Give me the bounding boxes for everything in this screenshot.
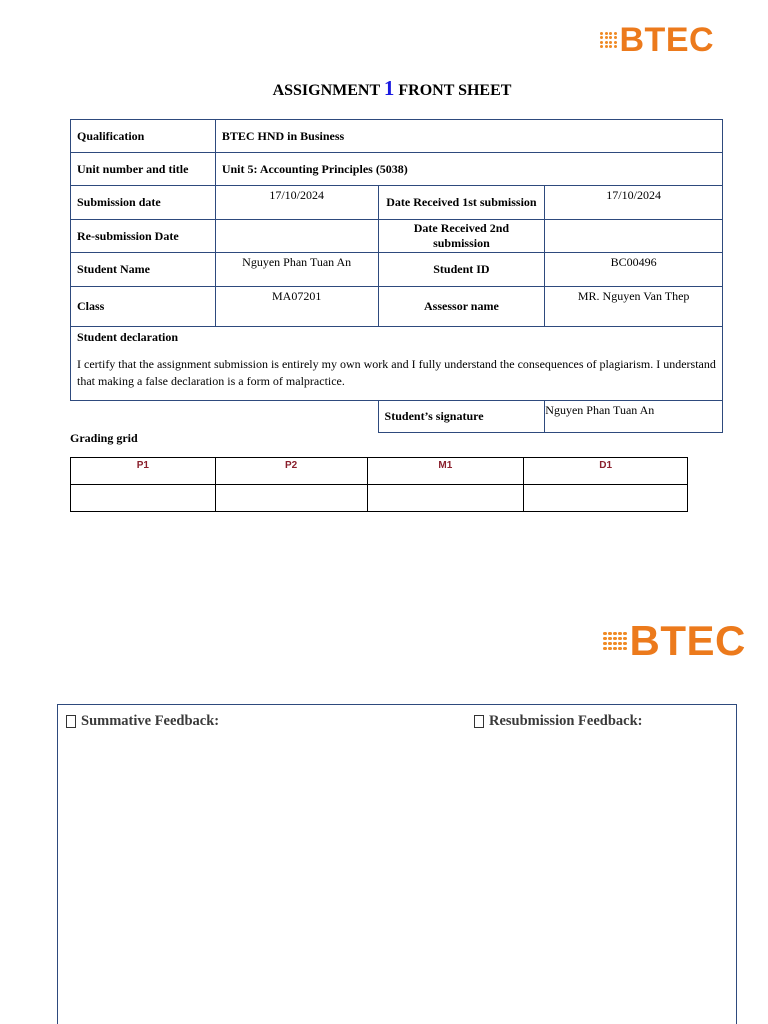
qualification-row xyxy=(71,120,723,153)
grade-cell-p2[interactable] xyxy=(215,485,367,512)
grade-header-p1: P1 xyxy=(71,458,216,485)
checkbox-icon[interactable] xyxy=(474,715,484,728)
signature-row xyxy=(71,401,723,433)
checkbox-icon[interactable] xyxy=(66,715,76,728)
grading-header-row xyxy=(71,458,688,485)
received-2nd-label: Date Received 2nd submission xyxy=(378,220,545,253)
grade-header-d1: D1 xyxy=(524,458,688,485)
logo-dots-icon xyxy=(603,632,627,651)
summative-feedback-label: Summative Feedback: xyxy=(81,713,220,729)
feedback-box xyxy=(57,704,737,1024)
title-prefix: ASSIGNMENT xyxy=(272,82,384,99)
front-sheet-table xyxy=(70,119,723,433)
student-row xyxy=(71,253,723,287)
assessor-label: Assessor name xyxy=(378,287,545,327)
title-number: 1 xyxy=(383,76,395,100)
student-id-value[interactable]: BC00496 xyxy=(545,253,723,287)
grade-cell-p1[interactable] xyxy=(71,485,216,512)
logo-wordmark: BTEC xyxy=(629,617,746,664)
qualification-value[interactable]: BTEC HND in Business xyxy=(215,120,722,153)
received-2nd-value[interactable] xyxy=(545,220,723,253)
received-1st-label: Date Received 1st submission xyxy=(378,186,545,220)
submission-date-value[interactable]: 17/10/2024 xyxy=(215,186,378,220)
class-value[interactable]: MA07201 xyxy=(215,287,378,327)
signature-label: Student’s signature xyxy=(378,401,545,433)
resubmission-date-value[interactable] xyxy=(215,220,378,253)
student-id-label: Student ID xyxy=(378,253,545,287)
grading-grid-title: Grading grid xyxy=(70,431,138,445)
title-suffix: FRONT SHEET xyxy=(394,82,512,99)
unit-label: Unit number and title xyxy=(71,153,216,186)
summative-feedback xyxy=(66,713,219,730)
btec-logo-top xyxy=(600,20,714,60)
grade-header-p2: P2 xyxy=(215,458,367,485)
page-title xyxy=(0,76,768,101)
unit-value[interactable]: Unit 5: Accounting Principles (5038) xyxy=(215,153,722,186)
declaration-text: I certify that the assignment submission is entirely my own work and I fully understand the consequences of plagiarism. I understand that making a false declaration is a form of malpractice. xyxy=(77,357,716,388)
resubmission-date-label: Re-submission Date xyxy=(71,220,216,253)
grade-header-m1: M1 xyxy=(367,458,524,485)
received-1st-value[interactable]: 17/10/2024 xyxy=(545,186,723,220)
class-row xyxy=(71,287,723,327)
grade-cell-m1[interactable] xyxy=(367,485,524,512)
resubmission-feedback-label: Resubmission Feedback: xyxy=(489,713,643,729)
logo-dots-icon xyxy=(600,32,617,49)
grade-cell-d1[interactable] xyxy=(524,485,688,512)
grading-grid xyxy=(70,457,688,512)
btec-logo-bottom xyxy=(603,616,746,666)
assessor-value[interactable]: MR. Nguyen Van Thep xyxy=(545,287,723,327)
submission-row xyxy=(71,186,723,220)
class-label: Class xyxy=(71,287,216,327)
unit-row xyxy=(71,153,723,186)
signature-value[interactable]: Nguyen Phan Tuan An xyxy=(545,401,723,433)
grading-value-row xyxy=(71,485,688,512)
resubmission-feedback xyxy=(474,713,642,730)
resubmission-row xyxy=(71,220,723,253)
qualification-label: Qualification xyxy=(71,120,216,153)
declaration-heading: Student declaration xyxy=(77,330,179,344)
signature-spacer xyxy=(71,401,379,433)
declaration-row xyxy=(71,327,723,401)
student-declaration xyxy=(71,327,723,401)
logo-wordmark: BTEC xyxy=(619,21,715,59)
student-name-label: Student Name xyxy=(71,253,216,287)
submission-date-label: Submission date xyxy=(71,186,216,220)
student-name-value[interactable]: Nguyen Phan Tuan An xyxy=(215,253,378,287)
